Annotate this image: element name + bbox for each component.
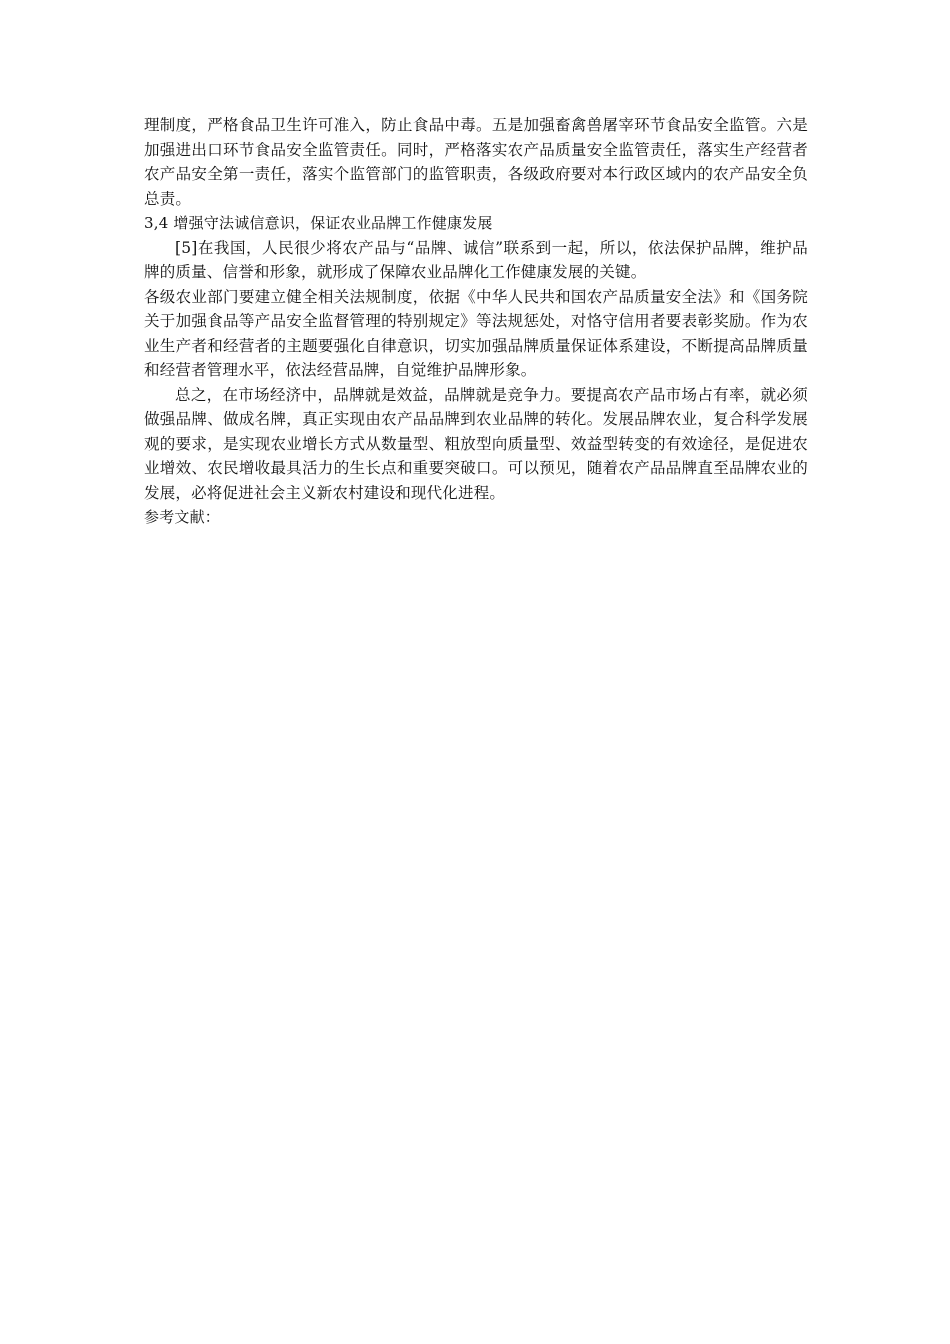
paragraph-supervision-continued: 理制度，严格食品卫生许可准入，防止食品中毒。五是加强畜禽兽屠宰环节食品安全监管。六是加强进出口环节食品安全监管责任。同时，严格落实农产品质量安全监管责任，落实生产经营者农产品安全第一责任，落实个监管部门的监管职责，各级政府要对本行政区域内的农产品安全负总责。 bbox=[144, 116, 808, 208]
document-body bbox=[144, 113, 808, 530]
paragraph-brand-integrity: [5]在我国，人民很少将农产品与“品牌、诚信”联系到一起，所以，依法保护品牌，维护品牌的质量、信誉和形象，就形成了保障农业品牌化工作健康发展的关键。 bbox=[144, 238, 808, 281]
references-heading: 参考文献： bbox=[144, 508, 221, 526]
paragraph-legal-framework: 各级农业部门要建立健全相关法规制度，依据《中华人民共和国农产品质量安全法》和《国务院关于加强食品等产品安全监督管理的特别规定》等法规惩处，对恪守信用者要表彰奖励。作为农业生产者和经营者的主题要强化自律意识，切实加强品牌质量保证体系建设，不断提高品牌质量和经营者管理水平，依法经营品牌，自觉维护品牌形象。 bbox=[144, 287, 808, 379]
paragraph-conclusion: 总之，在市场经济中，品牌就是效益，品牌就是竞争力。要提高农产品市场占有率，就必须做强品牌、做成名牌，真正实现由农产品品牌到农业品牌的转化。发展品牌农业，复合科学发展观的要求，是实现农业增长方式从数量型、粗放型向质量型、效益型转变的有效途径，是促进农业增效、农民增收最具活力的生长点和重要突破口。可以预见，随着农产品品牌直至品牌农业的发展，必将促进社会主义新农村建设和现代化进程。 bbox=[144, 385, 808, 502]
section-heading-3-4: 3,4 增强守法诚信意识，保证农业品牌工作健康发展 bbox=[144, 214, 493, 232]
